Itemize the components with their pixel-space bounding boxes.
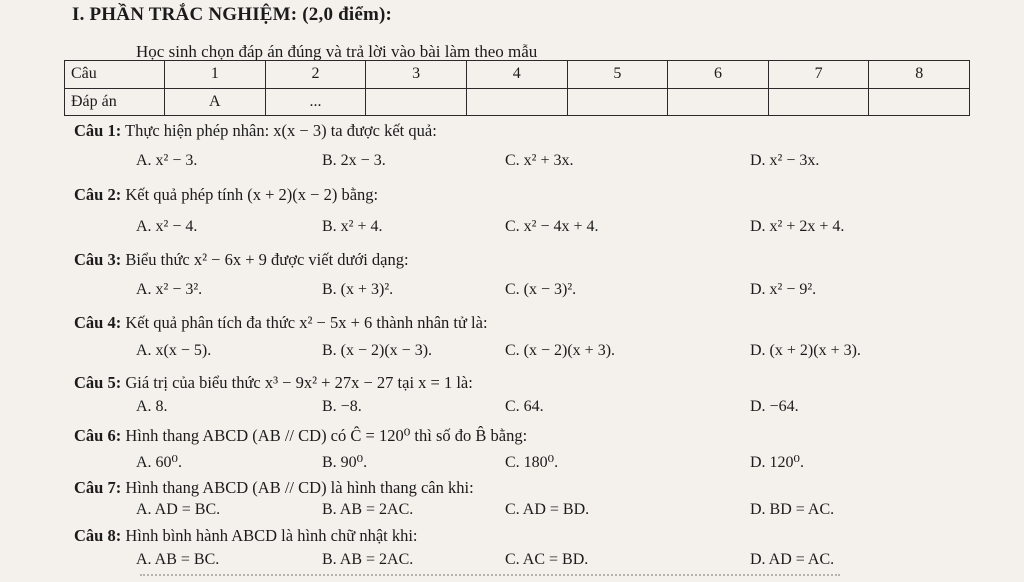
table-cell	[869, 88, 970, 116]
table-cell	[466, 88, 567, 116]
question-6	[74, 426, 527, 446]
option-c: C. 180⁰.	[505, 454, 559, 471]
question-5	[74, 373, 473, 393]
option-a: A. x(x − 5).	[136, 342, 212, 359]
question-text: Biểu thức x² − 6x + 9 được viết dưới dạng:	[125, 250, 409, 269]
question-text: Kết quả phép tính (x + 2)(x − 2) bằng:	[125, 185, 379, 204]
option-c: C. 64.	[505, 398, 544, 415]
question-label: Câu 5:	[74, 373, 122, 392]
question-label: Câu 2:	[74, 185, 122, 204]
option-d: D. −64.	[750, 398, 799, 415]
question-text: Hình bình hành ABCD là hình chữ nhật khi:	[125, 526, 418, 545]
answer-table	[64, 60, 970, 116]
option-b: B. (x + 3)².	[322, 281, 394, 298]
option-b: B. AB = 2AC.	[322, 551, 414, 568]
option-a: A. AD = BC.	[136, 501, 221, 518]
table-cell: ...	[265, 88, 366, 116]
question-2	[74, 185, 378, 205]
question-label: Câu 3:	[74, 250, 122, 269]
question-text: Hình thang ABCD (AB // CD) là hình thang cân khi:	[125, 478, 474, 497]
option-d: D. x² + 2x + 4.	[750, 218, 845, 235]
table-cell	[668, 88, 769, 116]
question-text: Kết quả phân tích đa thức x² − 5x + 6 thành nhân tử là:	[125, 313, 488, 332]
option-d: D. (x + 2)(x + 3).	[750, 342, 861, 359]
question-text: Giá trị của biểu thức x³ − 9x² + 27x − 27 tại x = 1 là:	[125, 373, 473, 392]
table-cell	[768, 88, 869, 116]
table-cell: 2	[265, 61, 366, 89]
table-cell	[366, 88, 467, 116]
section-title: I. PHẦN TRẮC NGHIỆM: (2,0 điểm):	[72, 4, 393, 25]
option-a: A. x² − 3.	[136, 152, 198, 169]
option-d: D. x² − 3x.	[750, 152, 820, 169]
option-c: C. AD = BD.	[505, 501, 590, 518]
option-c: C. (x − 3)².	[505, 281, 577, 298]
question-text: Thực hiện phép nhân: x(x − 3) ta được kết quả:	[125, 121, 437, 140]
table-cell: A	[165, 88, 266, 116]
option-a: A. 60⁰.	[136, 454, 182, 471]
table-cell: 6	[668, 61, 769, 89]
option-b: B. x² + 4.	[322, 218, 383, 235]
instruction-text: Học sinh chọn đáp án đúng và trả lời vào bài làm theo mẫu	[136, 42, 538, 61]
cut-off-next-line	[140, 574, 840, 582]
table-cell: 1	[165, 61, 266, 89]
option-c: C. x² − 4x + 4.	[505, 218, 599, 235]
table-cell: 4	[466, 61, 567, 89]
table-row-questions	[65, 61, 970, 89]
option-a: A. x² − 3².	[136, 281, 203, 298]
table-cell	[567, 88, 668, 116]
question-label: Câu 7:	[74, 478, 122, 497]
question-3	[74, 250, 409, 270]
option-b: B. AB = 2AC.	[322, 501, 414, 518]
question-label: Câu 4:	[74, 313, 122, 332]
option-a: A. AB = BC.	[136, 551, 220, 568]
table-cell: 3	[366, 61, 467, 89]
table-cell: Đáp án	[65, 88, 165, 116]
table-cell: 5	[567, 61, 668, 89]
option-c: C. (x − 2)(x + 3).	[505, 342, 616, 359]
option-b: B. 90⁰.	[322, 454, 368, 471]
question-label: Câu 8:	[74, 526, 122, 545]
question-4	[74, 313, 488, 333]
question-label: Câu 6:	[74, 426, 122, 445]
table-cell: Câu	[65, 61, 165, 89]
option-d: D. AD = AC.	[750, 551, 835, 568]
table-cell: 8	[869, 61, 970, 89]
option-c: C. AC = BD.	[505, 551, 589, 568]
option-d: D. BD = AC.	[750, 501, 835, 518]
question-text: Hình thang ABCD (AB // CD) có Ĉ = 120⁰ thì số đo B̂ bằng:	[125, 426, 528, 445]
question-1	[74, 121, 437, 141]
option-a: A. 8.	[136, 398, 168, 415]
option-c: C. x² + 3x.	[505, 152, 574, 169]
table-row-answers	[65, 88, 970, 116]
option-b: B. (x − 2)(x − 3).	[322, 342, 433, 359]
question-label: Câu 1:	[74, 121, 122, 140]
option-d: D. 120⁰.	[750, 454, 804, 471]
question-7	[74, 478, 474, 498]
table-cell: 7	[768, 61, 869, 89]
option-d: D. x² − 9².	[750, 281, 817, 298]
question-8	[74, 526, 418, 546]
option-b: B. 2x − 3.	[322, 152, 386, 169]
option-b: B. −8.	[322, 398, 362, 415]
option-a: A. x² − 4.	[136, 218, 198, 235]
